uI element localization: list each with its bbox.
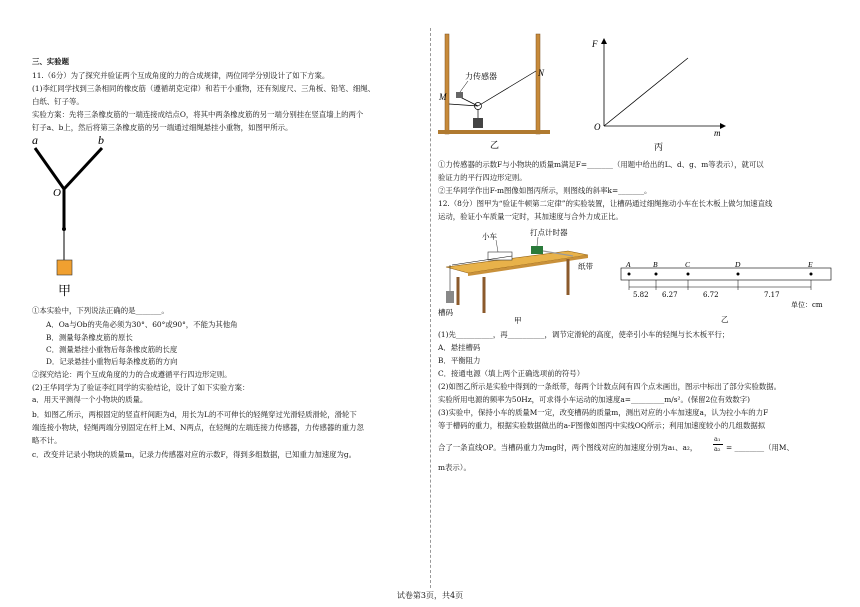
q11-step-b-line3: 略不计。 <box>32 436 62 445</box>
label-weight: 槽码 <box>438 308 453 317</box>
q12-option-c: C．接通电源（填上两个正确选项前的符号） <box>438 369 585 378</box>
q11-sub3-line1: ①力传感器的示数F与小物块的质量m满足F=_______（用题中给出的L、d、g、m等表示），就可以 <box>438 160 764 169</box>
q11-sub1: ①本实验中，下列说法正确的是_______。 <box>32 306 169 315</box>
point-A: A <box>626 260 631 269</box>
q12-part2-line2: 实验所用电源的频率为50Hz，可求得小车运动的加速度a=_________m/s²。(保留2位有效数字) <box>438 395 751 404</box>
column-divider <box>430 28 431 588</box>
label-tape: 纸带 <box>578 262 593 271</box>
point-C: C <box>685 260 691 269</box>
q11-part1-line1: (1)李红同学找到三条相同的橡皮筋（遵循胡克定律）和若干小重物，还有刻度尺、三角板、铅笔、细绳、 <box>32 84 376 93</box>
distance-CD: 6.72 <box>703 291 719 299</box>
label-N: N <box>538 68 545 78</box>
label-timer: 打点计时器 <box>530 228 568 237</box>
q11-option-d: D．记录悬挂小重物后每条橡皮筋的方向 <box>46 357 178 366</box>
q12-stem-line2: 运动，验证小车质量一定时，其加速度与合外力成正比。 <box>438 212 623 221</box>
caption-jia: 甲 <box>58 284 72 299</box>
q12-part2-line1: (2)如图乙所示是实验中得到的一条纸带，每两个计数点间有四个点未画出，图示中标出了部分实验数据。 <box>438 382 782 391</box>
caption-yi: 乙 <box>490 141 500 151</box>
label-M: M <box>439 92 447 102</box>
distance-BC: 6.27 <box>662 291 678 299</box>
q11-scheme-line2: 钉子a、b上，然后将第三条橡皮筋的另一端通过细绳悬挂小重物，如图甲所示。 <box>32 123 293 132</box>
q11-step-b-line1: b．如图乙所示，两根固定的竖直杆间距为d，用长为L的不可伸长的轻绳穿过光滑轻质滑轮，滑轮下 <box>32 410 357 419</box>
q11-option-b: B．测量每条橡皮筋的原长 <box>46 333 133 342</box>
q12-stem-line1: 12.（8分）图甲为“验证牛顿第二定律”的实验装置，让槽码通过细绳拖动小车在长木板上做匀加速直线 <box>438 199 773 208</box>
q11-part2-intro: (2)王华同学为了验证李红同学的实验结论，设计了如下实验方案： <box>32 383 250 392</box>
q12-part3-line1: (3)实验中，保持小车的质量M一定，改变槽码的质量m，测出对应的小车加速度a，认为拉小车的力F <box>438 408 769 417</box>
q12-part3-line2: 等于槽码的重力，根据实验数据做出的a-F图像如图丙中实线OQ所示；利用加速度较小的几组数据拟 <box>438 421 766 430</box>
figure-bing <box>592 38 728 153</box>
caption-12-yi: 乙 <box>721 315 729 324</box>
point-E: E <box>808 260 813 269</box>
q11-step-c: c．改变并记录小物块的质量m，记录力传感器对应的示数F，得到多组数据，已知重力加速度为g。 <box>32 450 357 459</box>
figure-yi <box>438 34 558 149</box>
caption-bing: 丙 <box>654 143 664 153</box>
label-car: 小车 <box>482 232 497 241</box>
q11-step-a: a．用天平测得一个小物块的质量。 <box>32 395 148 404</box>
point-D: D <box>735 260 741 269</box>
q11-stem: 11.（6分）为了探究并验证两个互成角度的力的合成规律，两位同学分别设计了如下方案。 <box>32 71 330 80</box>
axis-label-O: O <box>594 122 601 132</box>
axis-label-m: m <box>714 128 721 138</box>
section-title: 三、实验题 <box>32 57 69 66</box>
fraction-a1: a₁ <box>714 435 721 443</box>
q12-part3-line4: m表示）。 <box>438 463 471 472</box>
figure-jia <box>32 132 132 302</box>
q12-option-b: B．平衡阻力 <box>438 356 481 365</box>
q11-part1-line2: 白纸、钉子等。 <box>32 97 84 106</box>
fraction-a2: a₂ <box>714 445 721 453</box>
q11-option-c: C．测量悬挂小重物后每条橡皮筋的长度 <box>46 345 178 354</box>
label-a: a <box>32 133 38 147</box>
q12-part3-answer: = ________（用M、 <box>726 443 794 452</box>
q12-option-a: A．悬挂槽码 <box>438 343 481 352</box>
distance-AB: 5.82 <box>633 291 649 299</box>
label-force-sensor: 力传感器 <box>465 72 497 81</box>
q12-part1: (1)先__________，再__________，调节定滑轮的高度，使牵引小车的轻绳与长木板平行； <box>438 330 730 339</box>
q11-scheme-line1: 实验方案：先将三条橡皮筋的一端连接成结点O，将其中两条橡皮筋的另一端分别挂在竖直墙上的两个 <box>32 110 364 119</box>
q11-sub4: ②王华同学作出F-m图像如图丙所示，则图线的斜率k=_______。 <box>438 186 652 195</box>
unit-label: 单位：cm <box>791 301 823 309</box>
distance-DE: 7.17 <box>764 291 780 299</box>
figure-12-yi <box>621 262 836 327</box>
q11-sub3-line2: 验证力的平行四边形定则。 <box>438 173 527 182</box>
q11-step-b-line2: 端连接小物块，轻绳两端分别固定在杆上M、N两点，在轻绳的左端连接力传感器，力传感器的重力忽 <box>32 423 364 432</box>
point-B: B <box>653 260 658 269</box>
page-footer: 试卷第3页，共4页 <box>396 591 464 600</box>
label-o: O <box>53 187 61 199</box>
axis-label-F: F <box>592 39 598 49</box>
label-b: b <box>98 133 104 147</box>
q11-sub2: ②探究结论：两个互成角度的力的合成遵循平行四边形定则。 <box>32 370 232 379</box>
figure-12-jia <box>438 225 598 325</box>
q11-option-a: A．Oa与Ob的夹角必须为30°、60°或90°，不能为其他角 <box>46 320 238 329</box>
caption-12-jia: 甲 <box>514 316 522 325</box>
q12-part3-line3: 合了一条直线OP。当槽码重力为mg时，两个图线对应的加速度分别为a₁、a₂， <box>438 443 698 452</box>
